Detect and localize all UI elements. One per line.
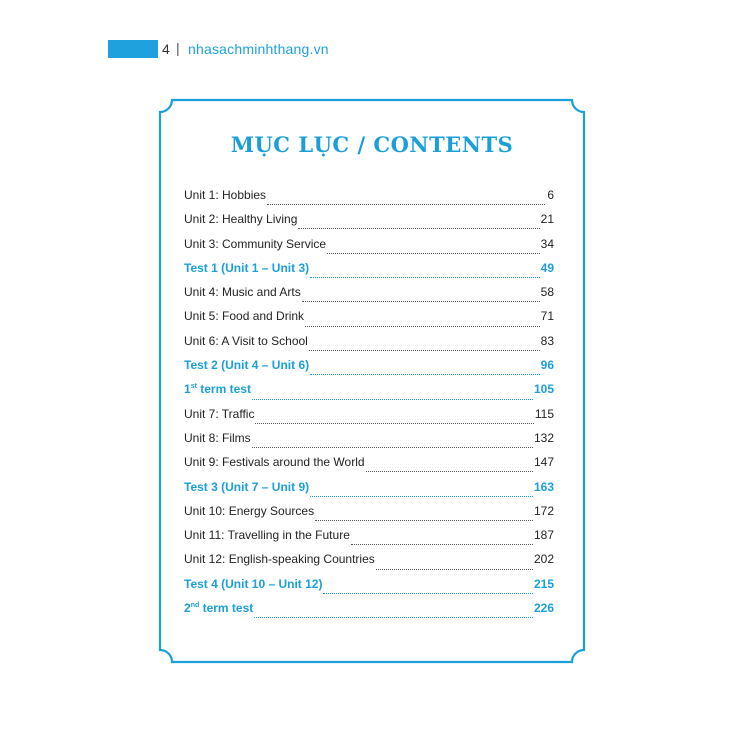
toc-leader-dots xyxy=(310,276,540,278)
toc-entry xyxy=(184,309,554,333)
toc-entry xyxy=(184,455,554,479)
toc-entry-label: Unit 9: Festivals around the World xyxy=(184,455,365,470)
toc-leader-dots xyxy=(255,422,533,424)
table-of-contents xyxy=(184,188,554,625)
toc-entry xyxy=(184,212,554,236)
toc-entry-page: 83 xyxy=(540,333,554,348)
toc-entry xyxy=(184,358,554,382)
toc-entry xyxy=(184,431,554,455)
toc-entry xyxy=(184,407,554,431)
toc-entry xyxy=(184,577,554,601)
toc-leader-dots xyxy=(302,300,540,302)
toc-entry-label: Unit 10: Energy Sources xyxy=(184,503,315,518)
toc-entry-label: Test 1 (Unit 1 – Unit 3) xyxy=(184,260,310,275)
toc-entry-page: 6 xyxy=(547,188,554,202)
toc-leader-dots xyxy=(267,203,545,205)
site-name: nhasachminhthang.vn xyxy=(188,41,329,57)
toc-entry-page: 147 xyxy=(533,455,554,470)
toc-entry-page: 172 xyxy=(533,503,554,518)
toc-leader-dots xyxy=(310,495,533,497)
toc-entry-label: Unit 3: Community Service xyxy=(184,236,327,251)
toc-entry-label: Unit 4: Music and Arts xyxy=(184,285,301,300)
toc-entry-label: Unit 8: Films xyxy=(184,430,251,445)
toc-entry-label: Unit 2: Healthy Living xyxy=(184,212,298,227)
toc-leader-dots xyxy=(351,543,533,545)
toc-entry-label: Test 2 (Unit 4 – Unit 6) xyxy=(184,358,310,373)
toc-entry xyxy=(184,334,554,358)
toc-leader-dots xyxy=(376,568,533,570)
toc-leader-dots xyxy=(323,592,532,594)
toc-entry-page: 58 xyxy=(540,285,554,300)
toc-leader-dots xyxy=(298,227,539,229)
toc-entry-label: 1st term test xyxy=(184,382,251,397)
toc-entry xyxy=(184,382,554,406)
toc-entry-label: Unit 7: Traffic xyxy=(184,406,255,421)
toc-entry-page: 115 xyxy=(534,406,554,421)
toc-entry-label: Unit 5: Food and Drink xyxy=(184,309,305,324)
toc-leader-dots xyxy=(309,349,540,351)
toc-entry-page: 21 xyxy=(540,212,554,227)
toc-entry-page: 49 xyxy=(540,260,554,275)
toc-entry-page: 215 xyxy=(533,576,554,591)
toc-entry xyxy=(184,261,554,285)
toc-leader-dots xyxy=(310,373,540,375)
header-separator: | xyxy=(176,40,180,56)
toc-entry-page: 226 xyxy=(533,601,554,616)
toc-entry xyxy=(184,504,554,528)
toc-entry xyxy=(184,237,554,261)
toc-leader-dots xyxy=(327,252,540,254)
toc-entry-page: 96 xyxy=(540,358,554,373)
page-number: 4 xyxy=(162,41,170,57)
toc-entry xyxy=(184,480,554,504)
toc-leader-dots xyxy=(315,519,533,521)
toc-entry-label: Test 3 (Unit 7 – Unit 9) xyxy=(184,479,310,494)
toc-entry-page: 71 xyxy=(540,309,554,324)
toc-leader-dots xyxy=(252,446,533,448)
toc-entry-label: Unit 6: A Visit to School xyxy=(184,333,308,348)
toc-entry xyxy=(184,528,554,552)
toc-entry xyxy=(184,552,554,576)
page-title: MỤC LỤC / CONTENTS xyxy=(230,132,514,157)
toc-entry xyxy=(184,601,554,625)
toc-leader-dots xyxy=(254,616,533,618)
toc-entry-label: 2nd term test xyxy=(184,601,254,616)
toc-entry-page: 202 xyxy=(533,552,554,567)
toc-leader-dots xyxy=(305,325,540,327)
header-accent-bar xyxy=(108,40,158,58)
toc-leader-dots xyxy=(366,470,533,472)
toc-entry-label: Unit 12: English-speaking Countries xyxy=(184,552,375,567)
toc-entry-page: 105 xyxy=(533,382,554,397)
toc-entry-label: Unit 1: Hobbies xyxy=(184,188,267,202)
toc-entry-page: 34 xyxy=(540,236,554,251)
toc-entry xyxy=(184,285,554,309)
toc-entry xyxy=(184,188,554,212)
toc-entry-page: 132 xyxy=(533,430,554,445)
toc-entry-page: 187 xyxy=(533,528,554,543)
toc-entry-label: Test 4 (Unit 10 – Unit 12) xyxy=(184,576,323,591)
toc-leader-dots xyxy=(252,398,533,400)
toc-entry-page: 163 xyxy=(533,479,554,494)
toc-entry-label: Unit 11: Travelling in the Future xyxy=(184,528,350,543)
